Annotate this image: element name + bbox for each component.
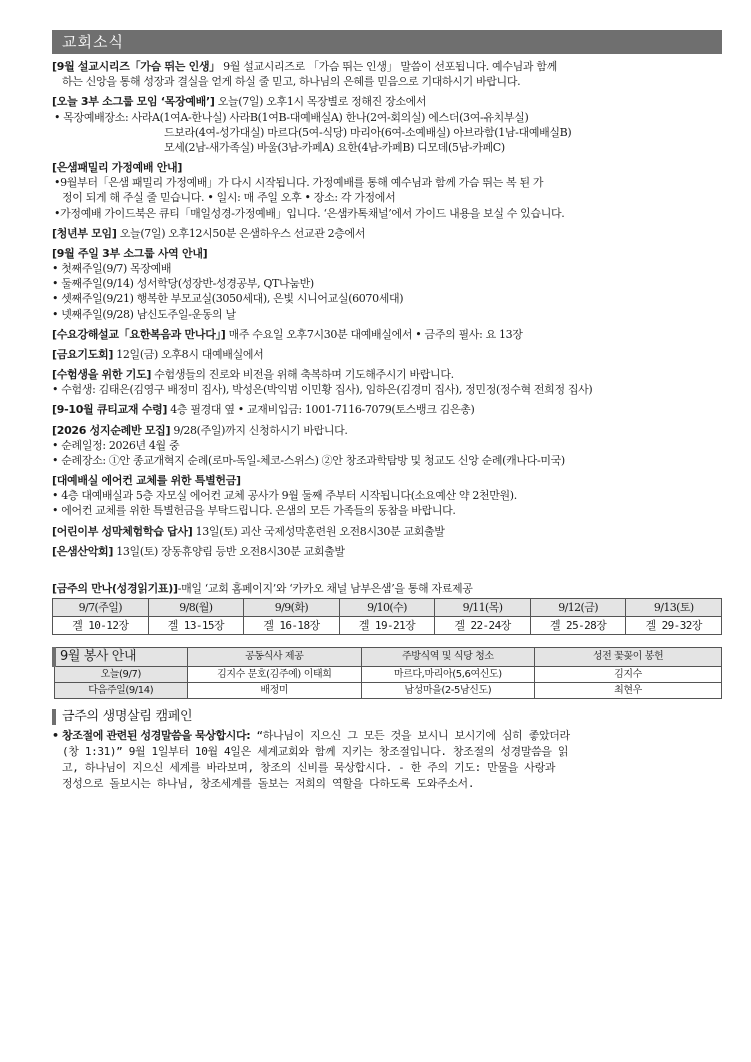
wednesday-sermon-notice [52, 327, 722, 342]
notice-text: 4층 필경대 옆 • 교재비입금: 1001-7116-7079(토스뱅크 김은총) [167, 403, 475, 417]
table-cell: 겔 16-18장 [244, 617, 340, 635]
friday-prayer-notice [52, 347, 722, 362]
table-cell: 겔 22-24장 [435, 617, 531, 635]
notice-text: 드보라(4여-성가대실) 마르다(5여-식당) 마리아(6여-소예배실) 아브라함(1남-대예배실B) [164, 125, 572, 139]
notice-text: •9월부터「은샘 패밀리 가정예배」가 다시 시작됩니다. 가정예배를 통해 예수님과 함께 가슴 뛰는 복 된 가 [54, 176, 544, 190]
notice-text: 9월 설교시리즈로 「가슴 뛰는 인생」 말씀이 선포됩니다. 예수님과 함께 [219, 60, 557, 73]
table-row [53, 599, 722, 617]
sermon-series-notice [52, 59, 722, 89]
notice-heading: [금주의 만나(성경읽기표)] [52, 581, 178, 595]
table-header: 성전 꽃꽂이 봉헌 [535, 648, 722, 667]
table-cell: 김지수 [535, 667, 722, 683]
table-cell: 마르다,마리아(5,6여신도) [361, 667, 535, 683]
service-schedule-table [52, 647, 722, 699]
notice-text: 오늘(7일) 오후1시 목장별로 정해진 장소에서 [214, 95, 427, 109]
notice-text: • 4층 대예배실과 5층 자모실 에어컨 교체 공사가 9월 둘째 주부터 시작됩니다(소요예산 약 2천만원). [52, 489, 517, 503]
notice-text: • 수험생: 김태은(김영구 배정미 집사), 박성은(박익범 이민황 집사), 임하은(김경미 집사), 정민정(정수혁 전희정 집사) [52, 383, 593, 397]
notice-text: 13일(토) 괴산 국제성막훈련원 오전8시30분 교회출발 [192, 524, 445, 538]
table-cell: 남성마을(2-5남신도) [361, 683, 535, 699]
notice-text: 13일(토) 장동휴양림 등반 오전8시30분 교회출발 [113, 544, 345, 558]
notice-text: •가정예배 가이드북은 큐티「매일성경-가정예배」입니다. ‘은샘카톡채널’에서 가이드 내용을 보실 수 있습니다. [54, 206, 565, 220]
notice-text: 정이 되게 해 주실 줄 믿습니다. • 일시: 매 주일 오후 • 장소: 각 가정에서 [62, 191, 396, 205]
table-row [54, 648, 722, 667]
table-cell: 9/12(금) [530, 599, 626, 617]
campaign-text: (창 1:31)” 9월 1일부터 10월 4일은 세계교회와 함께 지키는 창조절입니다. 창조절의 성경말씀을 읽 [62, 745, 569, 759]
group-ministry-notice [52, 246, 722, 322]
reading-plan-table [52, 598, 722, 635]
pilgrimage-notice [52, 423, 722, 469]
table-header: 공동식사 제공 [188, 648, 362, 667]
table-header: 주방식역 및 식당 청소 [361, 648, 535, 667]
campaign-text: 정성으로 돌보시는 하나님, 창조세계를 돌보는 저희의 역할을 다하도록 도와주소서. [62, 776, 475, 790]
campaign-heading: 금주의 생명살림 캠페인 [52, 709, 722, 725]
notice-text: 9/28(주일)까지 신청하시기 바랍니다. [170, 423, 348, 437]
youth-notice [52, 226, 722, 241]
notice-heading: [9월 설교시리즈「가슴 뛰는 인생」 [52, 60, 220, 73]
page-title: 교회소식 [52, 30, 722, 54]
notice-text: • 에어컨 교체를 위한 특별헌금을 부탁드립니다. 은샘의 모든 가족들의 동참을 바랍니다. [52, 504, 456, 518]
notice-heading: [어린이부 성막체험학습 답사] [52, 524, 193, 538]
children-field-trip-notice [52, 524, 722, 539]
qt-book-notice [52, 402, 722, 417]
small-group-notice [52, 94, 722, 155]
notice-heading: [수요강해설교「요한복음과 만나다」] [52, 327, 226, 341]
table-cell: 겔 10-12장 [53, 617, 149, 635]
table-cell: 다음주일(9/14) [54, 683, 188, 699]
hiking-club-notice [52, 544, 722, 559]
table-cell: 9/8(월) [148, 599, 244, 617]
table-row [54, 667, 722, 683]
table-cell: 오늘(9/7) [54, 667, 188, 683]
notice-heading: [은샘산악회] [52, 544, 114, 558]
notice-text: 수험생들의 진로와 비전을 위해 축복하며 기도해주시기 바랍니다. [151, 368, 454, 382]
notice-text: 12일(금) 오후8시 대예배실에서 [113, 347, 264, 361]
notice-text: • 순례일정: 2026년 4월 중 [52, 438, 180, 452]
notice-heading: [은샘패밀리 가정예배 안내] [52, 161, 183, 175]
bulletin-page [52, 30, 722, 792]
notice-heading: [청년부 모임] [52, 226, 117, 240]
notice-heading: [2026 성지순례반 모집] [52, 423, 171, 437]
table-row [53, 617, 722, 635]
notice-heading: [9월 주일 3부 소그룹 사역 안내] [52, 246, 208, 260]
notice-text: -매일 ‘교회 홈페이지’와 ‘카카오 채널 남부은샘’을 통해 자료제공 [177, 581, 473, 595]
notice-text: 오늘(7일) 오후12시50분 은샘하우스 선교관 2층에서 [116, 226, 366, 240]
table-cell: 겔 29-32장 [626, 617, 722, 635]
table-cell: 배정미 [188, 683, 362, 699]
campaign-text: “하나님이 지으신 그 모든 것을 보시니 보시기에 심히 좋았더라 [250, 729, 570, 743]
notice-text: 매주 수요일 오후7시30분 대예배실에서 • 금주의 필사: 요 13장 [225, 327, 523, 341]
table-cell: 9/10(수) [339, 599, 435, 617]
table-cell: 겔 19-21장 [339, 617, 435, 635]
table-row [54, 683, 722, 699]
campaign-lead: • 창조절에 관련된 성경말씀을 묵상합시다: [52, 729, 251, 743]
student-prayer-notice [52, 367, 722, 397]
list-item: • 넷째주일(9/28) 남신도주일-운동의 날 [52, 307, 236, 321]
notice-heading: [대예배실 에어컨 교체를 위한 특별헌금] [52, 474, 241, 488]
table-cell: 겔 25-28장 [530, 617, 626, 635]
notice-text: 모세(2남-새가족실) 바울(3남-카페A) 요한(4남-카페B) 디모데(5남-카페C) [164, 140, 505, 154]
notice-heading: [수험생을 위한 기도] [52, 368, 152, 382]
service-table-title: 9월 봉사 안내 [54, 648, 188, 667]
campaign-text: 고, 하나님이 지으신 세계를 바라보며, 창조의 신비를 묵상합시다. - 한 주의 기도: 만물을 사랑과 [62, 760, 556, 774]
notice-heading: [9-10월 큐티교재 수령] [52, 403, 168, 417]
list-item: • 셋째주일(9/21) 행복한 부모교실(3050세대), 은빛 시니어교실(6070세대) [52, 292, 404, 306]
table-cell: 김지수 문호(김주예) 이태희 [188, 667, 362, 683]
table-cell: 최현우 [535, 683, 722, 699]
campaign-body [52, 728, 722, 792]
table-cell: 9/7(주일) [53, 599, 149, 617]
aircon-offering-notice [52, 473, 722, 519]
family-worship-notice [52, 160, 722, 221]
table-cell: 9/9(화) [244, 599, 340, 617]
table-cell: 겔 13-15장 [148, 617, 244, 635]
reading-plan-heading [52, 581, 722, 596]
list-item: • 둘째주일(9/14) 성서학당(성장반-성경공부, QT나눔반) [52, 277, 314, 291]
table-cell: 9/11(목) [435, 599, 531, 617]
notice-text: 하는 신앙을 통해 성장과 결실을 얻게 하실 줄 믿고, 하나님의 은혜를 믿음으로 기대하시기 바랍니다. [62, 75, 521, 89]
list-item: • 첫째주일(9/7) 목장예배 [52, 262, 172, 276]
notice-text: • 목장예배장소: 사라A(1여A-한나실) 사라B(1여B-대예배실A) 한나(2여-회의실) 에스더(3여-유치부실) [54, 110, 529, 124]
notice-heading: [오늘 3부 소그룹 모임 ‘목장예배’] [52, 95, 215, 109]
table-cell: 9/13(토) [626, 599, 722, 617]
notice-text: • 순례장소: ①안 종교개혁지 순례(로마-독일-체코-스위스) ②안 창조과학탐방 및 청교도 신앙 순례(캐나다-미국) [52, 453, 565, 467]
notice-heading: [금요기도회] [52, 347, 114, 361]
